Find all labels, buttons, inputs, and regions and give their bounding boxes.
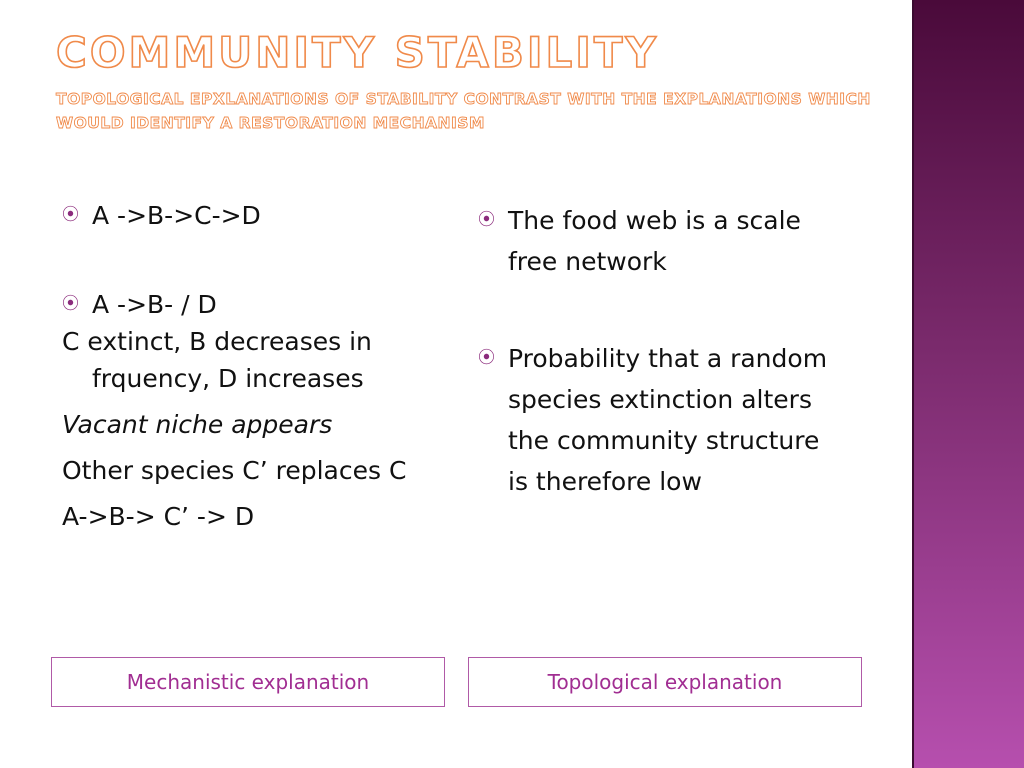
- label-text: Topological explanation: [547, 670, 783, 694]
- list-item: [62, 197, 432, 234]
- slide-title: COMMUNITY STABILITY: [56, 28, 659, 77]
- list-item: [478, 200, 838, 282]
- list-item-text: A ->B- / D: [92, 290, 217, 319]
- left-content-column: [62, 197, 432, 535]
- list-item-text: The food web is a scale free network: [508, 206, 801, 276]
- circle-bullet-icon: ⦿: [62, 205, 79, 225]
- list-item-text: Probability that a random species extinction alters the community structure is therefore low: [508, 344, 828, 496]
- text-line: A->B-> C’ -> D: [62, 502, 255, 531]
- list-item: [62, 286, 432, 323]
- topological-explanation-label: [468, 657, 862, 707]
- list-item: [478, 338, 838, 502]
- circle-bullet-icon: ⦿: [62, 294, 79, 314]
- decorative-side-band: [912, 0, 1024, 768]
- mechanistic-explanation-label: [51, 657, 445, 707]
- circle-bullet-icon: ⦿: [478, 348, 495, 368]
- list-item-text: A ->B->C->D: [92, 201, 261, 230]
- label-text: Mechanistic explanation: [126, 670, 370, 694]
- text-line: Other species C’ replaces C: [62, 456, 407, 485]
- right-content-column: [478, 200, 838, 502]
- text-line: C extinct, B decreases in frquency, D increases: [62, 327, 372, 393]
- slide-subtitle: TOPOLOGICAL EPXLANATIONS OF STABILITY CONTRAST WITH THE EXPLANATIONS WHICH WOULD IDENTIFY A RESTORATION MECHANISM: [56, 90, 871, 132]
- circle-bullet-icon: ⦿: [478, 210, 495, 230]
- text-line-italic: Vacant niche appears: [62, 410, 333, 439]
